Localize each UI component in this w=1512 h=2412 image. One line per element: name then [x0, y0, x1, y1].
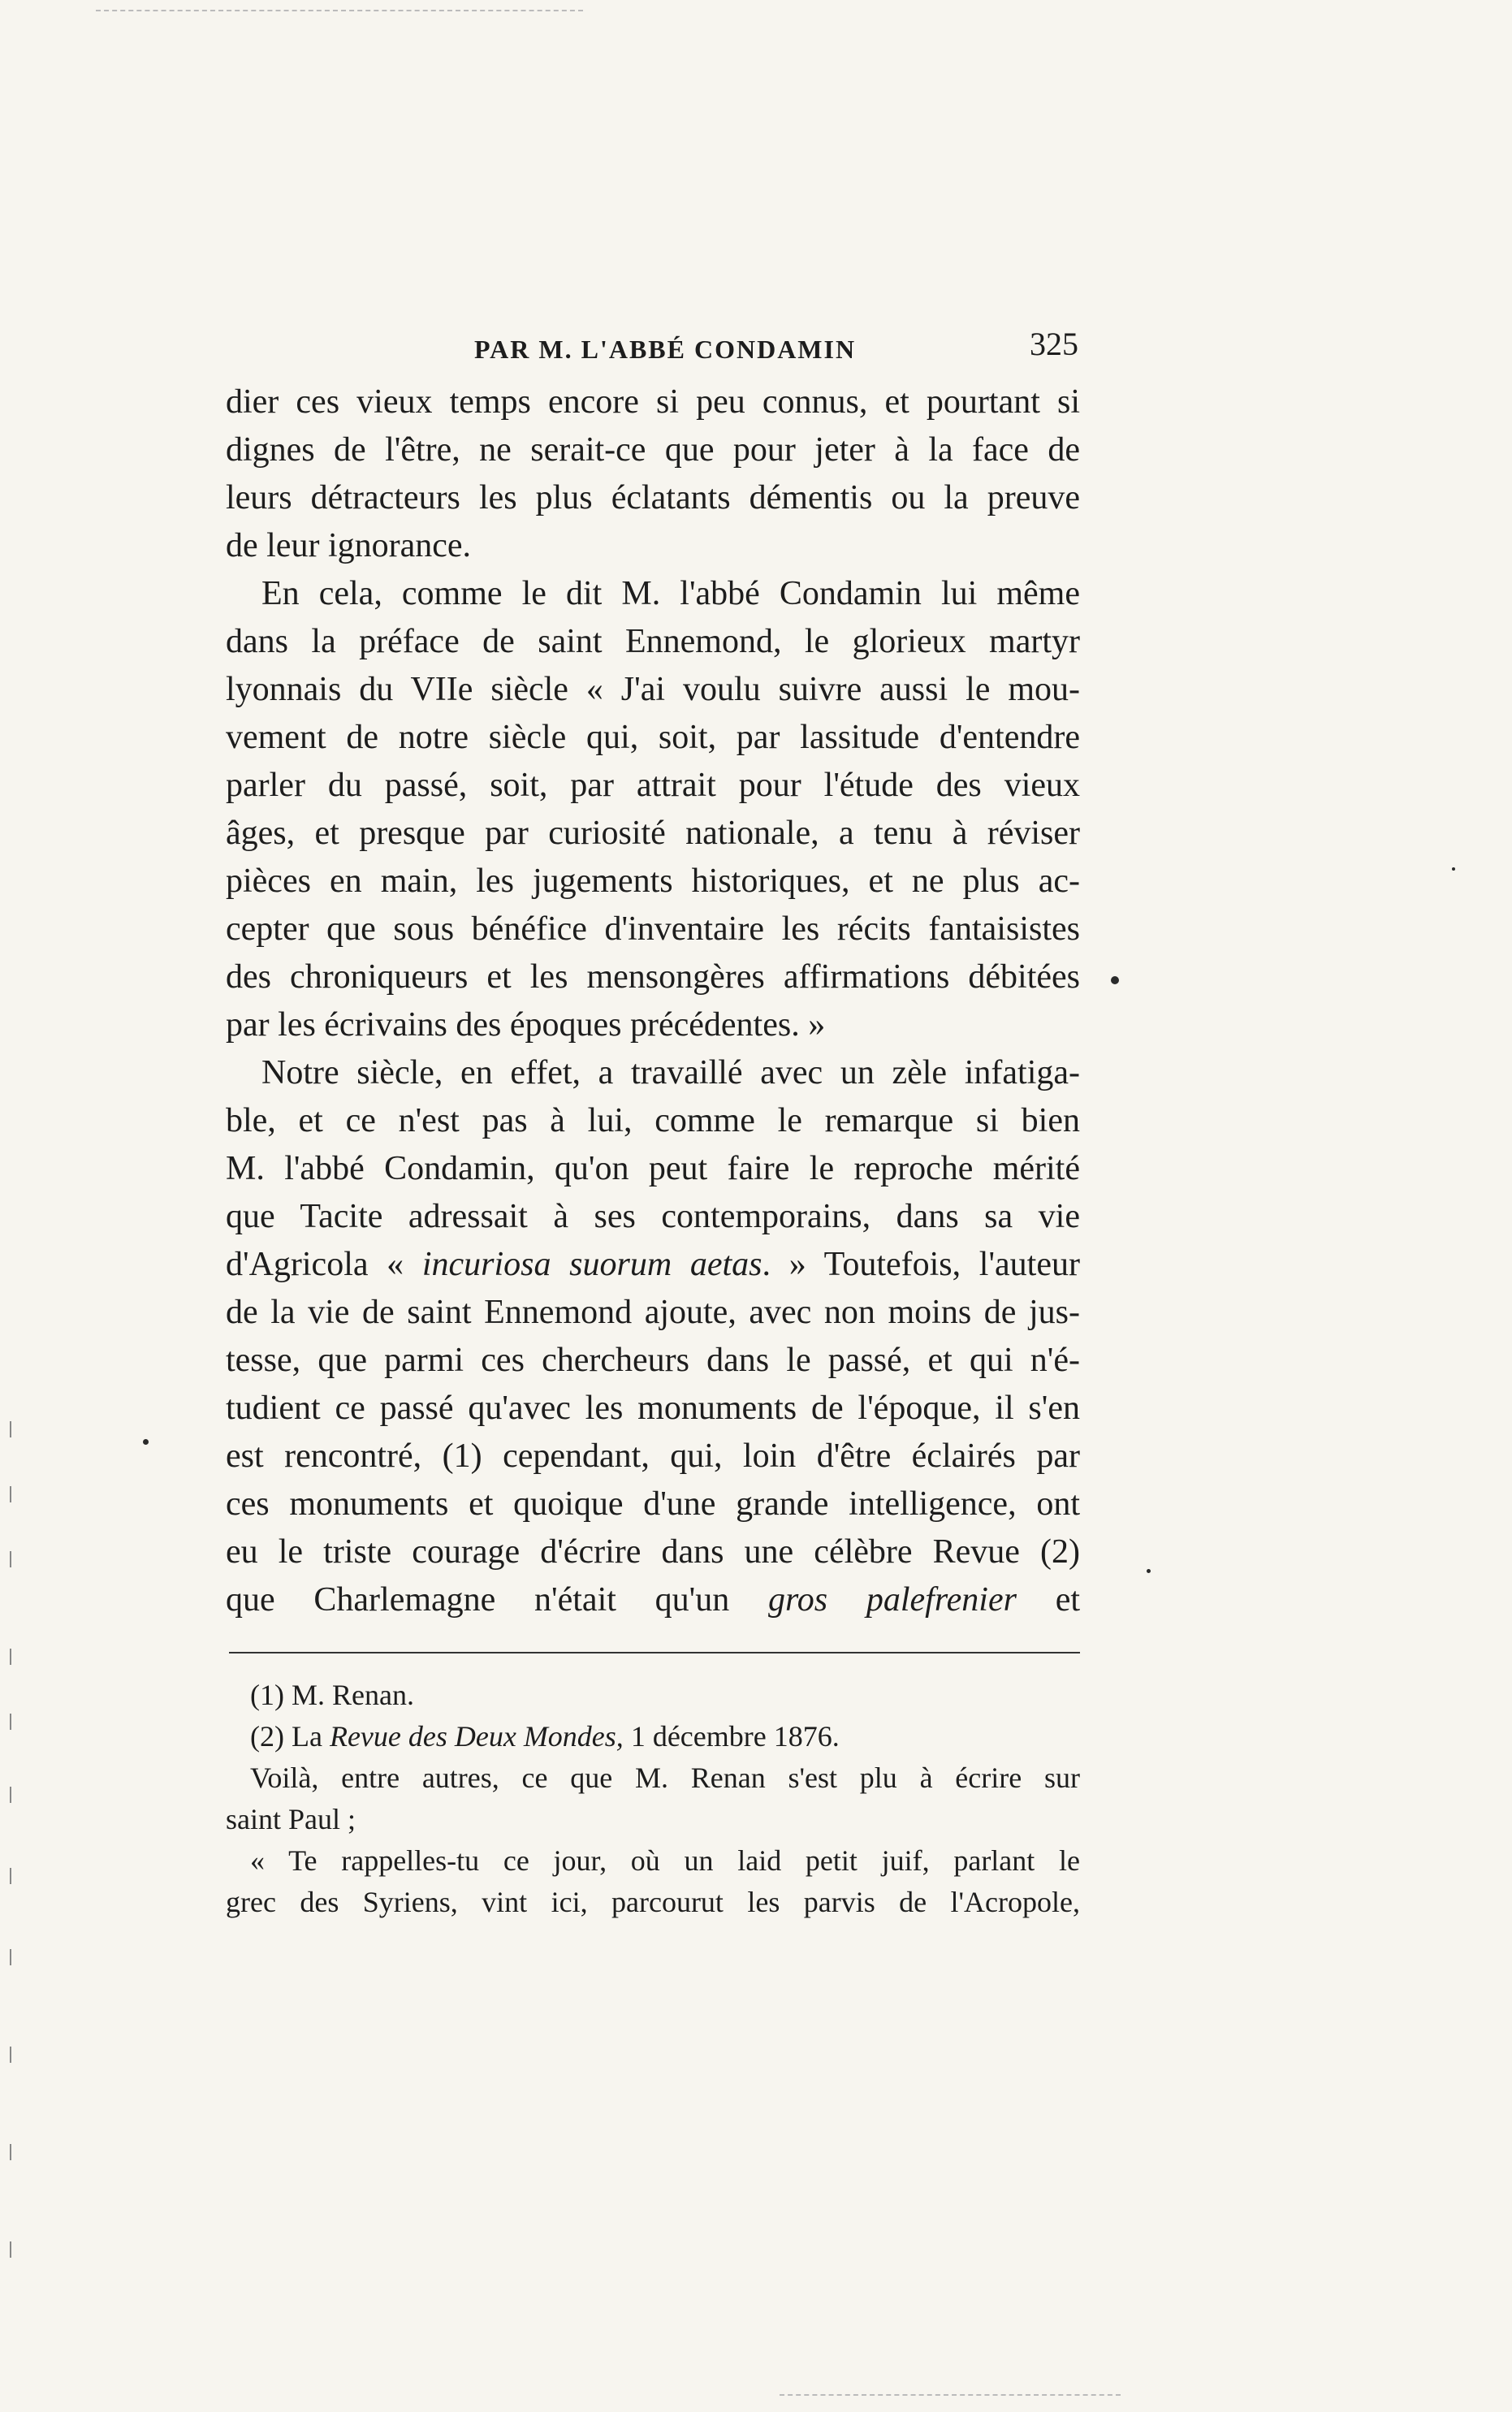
footnote-2 [226, 1716, 1080, 1757]
text-line: que Tacite adressait à ses contemporains, dans sa vie [226, 1198, 1080, 1235]
text-line: ble, et ce n'est pas à lui, comme le remarque si bien [226, 1102, 1080, 1139]
text-line: dier ces vieux temps encore si peu connus, et pourtant si [226, 383, 1080, 421]
margin-mark [10, 1551, 11, 1567]
text-line: Notre siècle, en effet, a travaillé avec un zèle infatiga- [261, 1054, 1080, 1091]
ink-speck [1111, 976, 1119, 984]
margin-mark [10, 1787, 11, 1803]
text-fragment: d'Agricola « [226, 1246, 422, 1283]
margin-mark [10, 1649, 11, 1665]
ink-speck [143, 1439, 149, 1445]
text-line: M. l'abbé Condamin, qu'on peut faire le reproche mérité [226, 1150, 1080, 1187]
text-line-with-italic [226, 1241, 1080, 1289]
text-line: par les écrivains des époques précédentes. » [226, 1006, 826, 1044]
italic-phrase: gros palefrenier [767, 1581, 1017, 1619]
text-fragment: (2) La [250, 1720, 330, 1753]
margin-mark [10, 1486, 11, 1502]
margin-mark [10, 2047, 11, 2063]
text-line: lyonnais du VIIe siècle « J'ai voulu suivre aussi le mou- [226, 671, 1080, 708]
text-line: est rencontré, (1) cependant, qui, loin d'être éclairés par [226, 1437, 1080, 1475]
footnote-line: grec des Syriens, vint ici, parcourut les parvis de l'Acropole, [226, 1886, 1080, 1918]
footnote-line: Voilà, entre autres, ce que M. Renan s'est plu à écrire sur [250, 1761, 1080, 1794]
margin-mark [10, 1868, 11, 1884]
margin-mark [10, 2241, 11, 2258]
running-head [226, 325, 1078, 374]
latin-quotation: incuriosa suorum aetas [421, 1246, 762, 1283]
top-edge-mark [96, 10, 583, 11]
footnote-separator [229, 1652, 1080, 1653]
footnote-line: « Te rappelles-tu ce jour, où un laid petit juif, parlant le [250, 1844, 1080, 1877]
running-title: PAR M. L'ABBÉ CONDAMIN [474, 335, 857, 364]
text-fragment: et [1016, 1581, 1080, 1619]
text-line: ces monuments et quoique d'une grande intelligence, ont [226, 1485, 1080, 1523]
footnote-line: saint Paul ; [226, 1803, 356, 1835]
page-number: 325 [1030, 326, 1078, 362]
text-line: dignes de l'être, ne serait-ce que pour jeter à la face de [226, 431, 1080, 469]
margin-mark [10, 1421, 11, 1437]
text-fragment: que Charlemagne n'était qu'un [226, 1581, 768, 1619]
text-line: de la vie de saint Ennemond ajoute, avec non moins de jus- [226, 1294, 1080, 1331]
main-text [226, 378, 1080, 1624]
text-fragment: . » Toutefois, l'auteur [762, 1246, 1080, 1283]
text-line: tesse, que parmi ces chercheurs dans le passé, et qui n'é- [226, 1342, 1080, 1379]
text-line: leurs détracteurs les plus éclatants démentis ou la preuve [226, 479, 1080, 517]
text-line: parler du passé, soit, par attrait pour l'étude des vieux [226, 767, 1080, 804]
margin-mark [10, 2144, 11, 2160]
margin-mark [10, 1949, 11, 1965]
text-line: pièces en main, les jugements historiques, et ne plus ac- [226, 862, 1080, 900]
text-line: En cela, comme le dit M. l'abbé Condamin lui même [261, 575, 1080, 612]
bottom-edge-mark [780, 2394, 1121, 2396]
text-line: vement de notre siècle qui, soit, par lassitude d'entendre [226, 719, 1080, 756]
text-line: de leur ignorance. [226, 527, 472, 564]
footnote-1: (1) M. Renan. [250, 1679, 414, 1711]
text-line: tudient ce passé qu'avec les monuments de l'époque, il s'en [226, 1390, 1080, 1427]
text-fragment: 1 décembre 1876. [623, 1720, 840, 1753]
text-line: âges, et presque par curiosité nationale, a tenu à réviser [226, 815, 1080, 852]
journal-title: Revue des Deux Mondes, [329, 1720, 624, 1753]
text-line: des chroniqueurs et les mensongères affirmations débitées [226, 958, 1080, 996]
text-line: cepter que sous bénéfice d'inventaire les récits fantaisistes [226, 910, 1080, 948]
text-line: eu le triste courage d'écrire dans une célèbre Revue (2) [226, 1533, 1080, 1571]
text-line-with-italic [226, 1576, 1080, 1624]
footnotes [226, 1675, 1080, 1923]
text-line: dans la préface de saint Ennemond, le glorieux martyr [226, 623, 1080, 660]
ink-speck [1147, 1569, 1151, 1573]
margin-mark [10, 1714, 11, 1730]
ink-speck [1452, 867, 1455, 871]
